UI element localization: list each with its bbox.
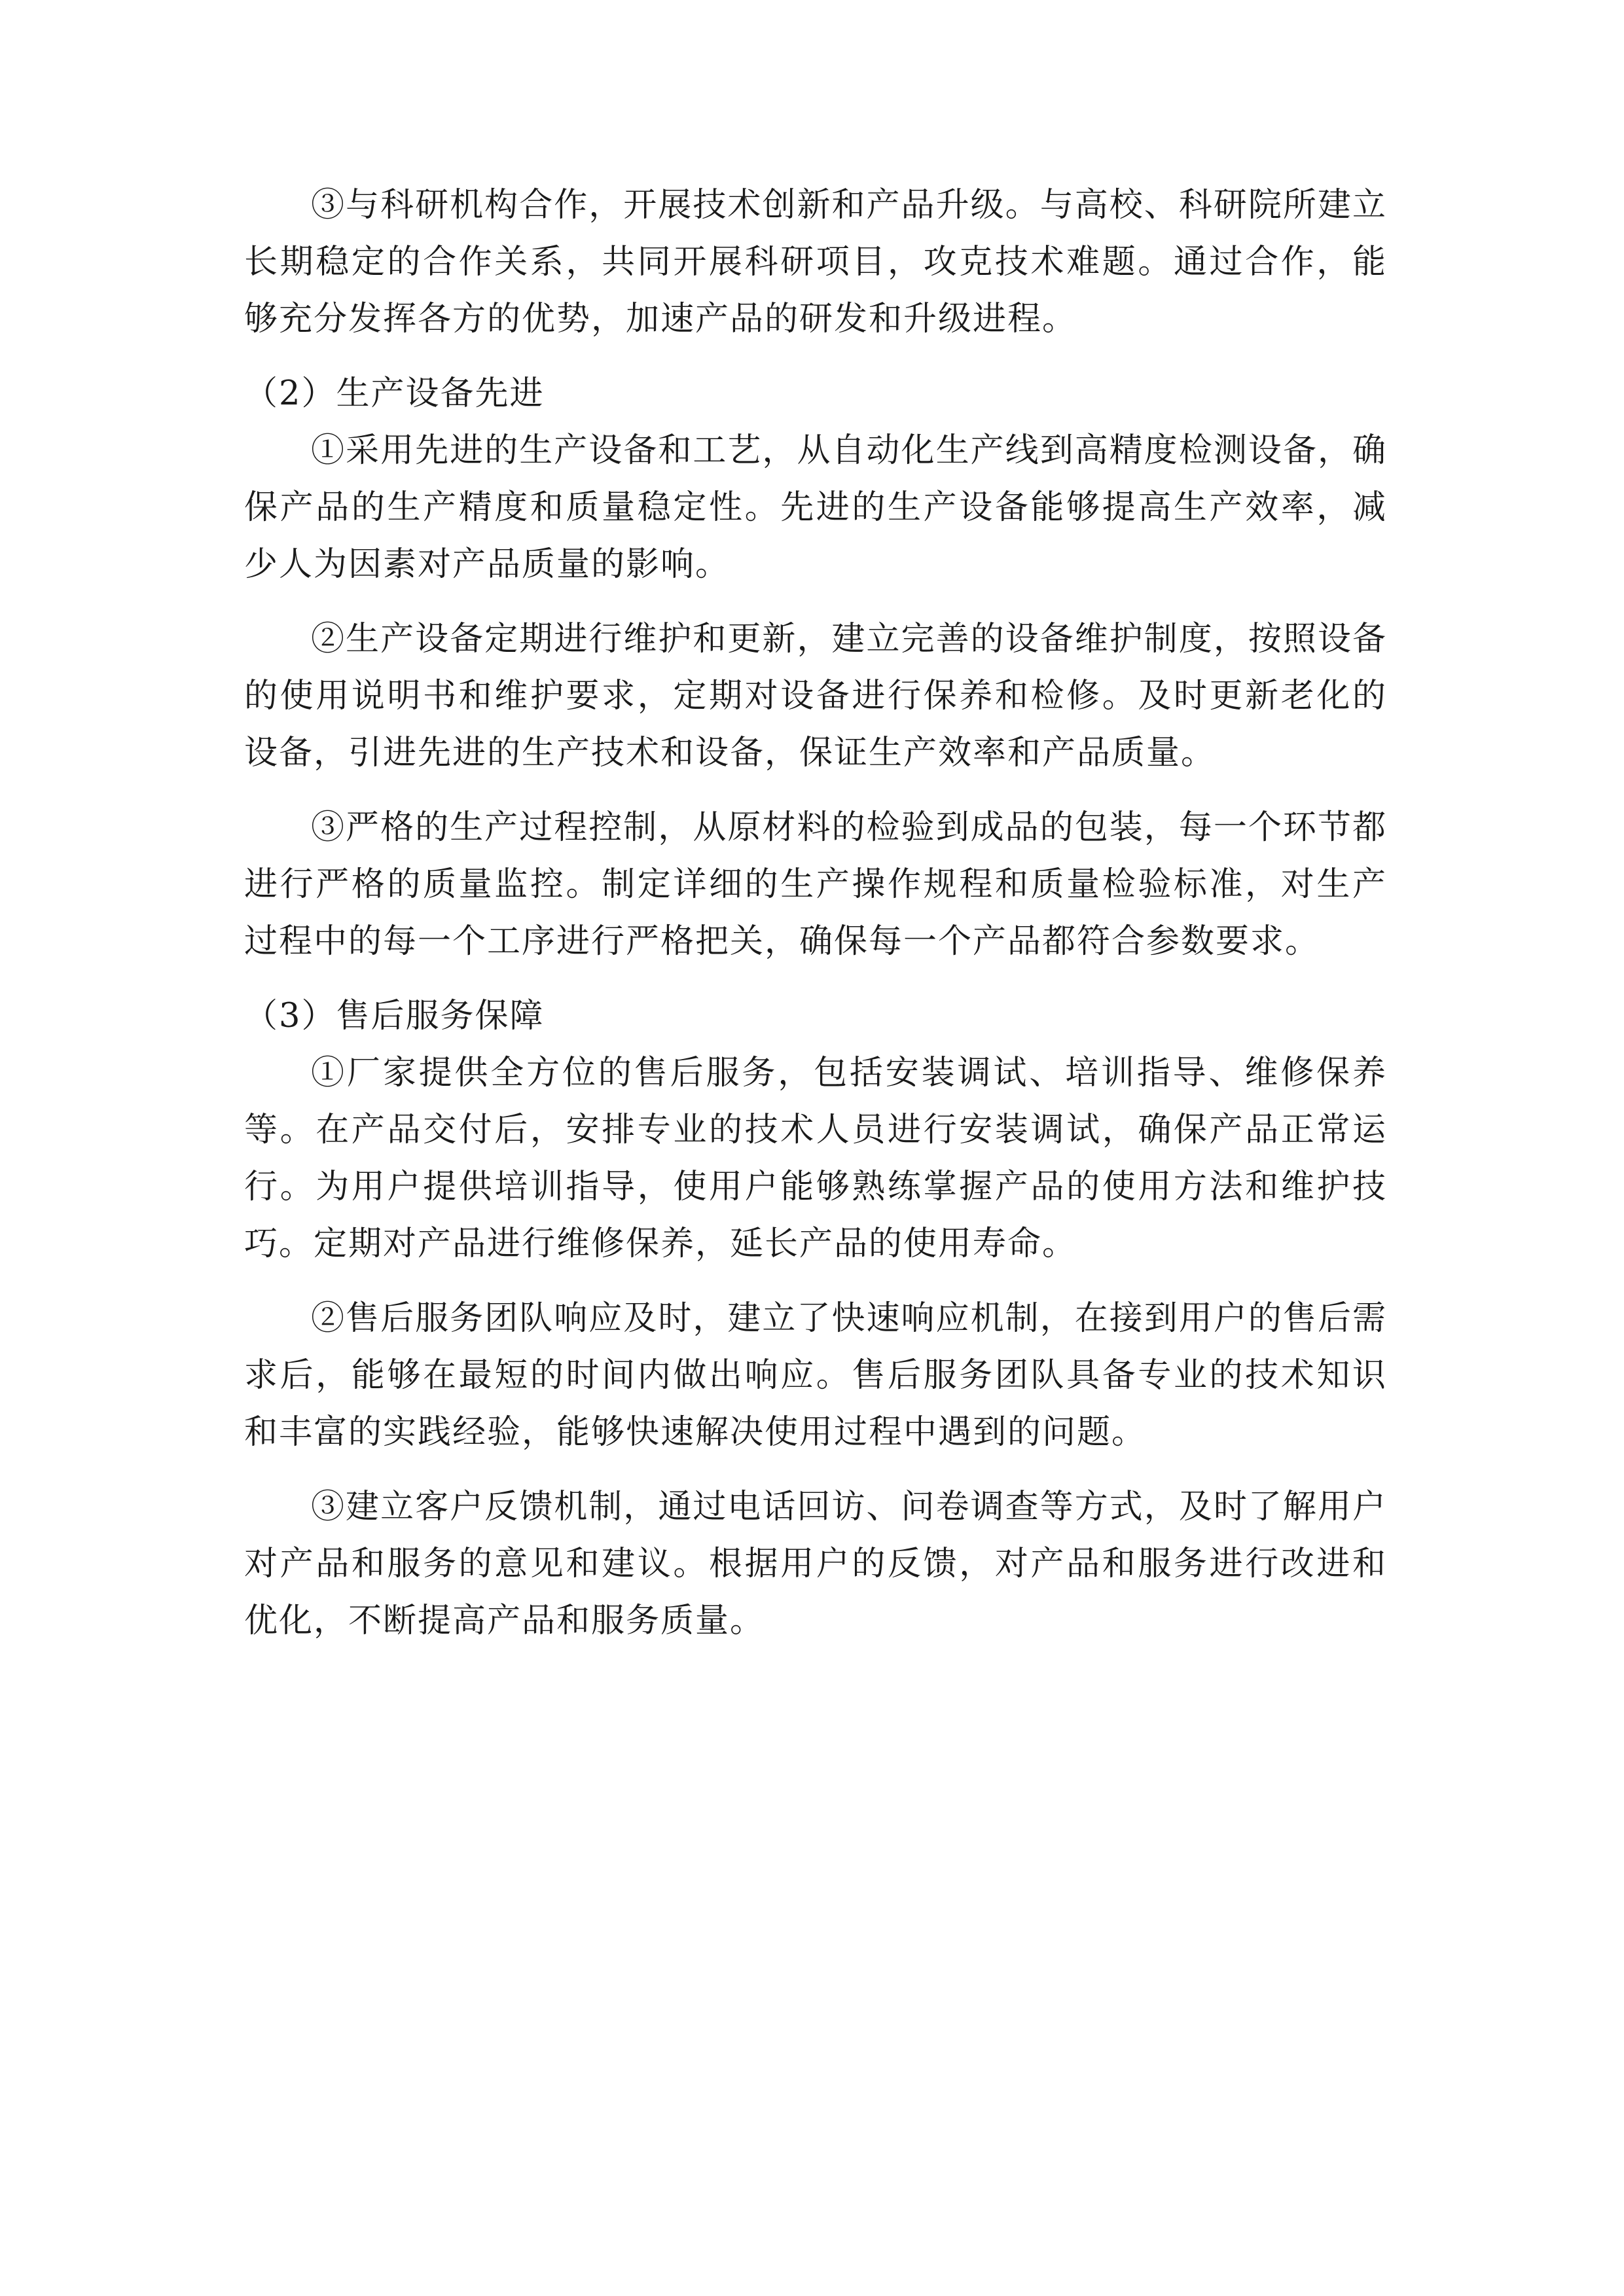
paragraph-advanced-equipment: ①采用先进的生产设备和工艺，从自动化生产线到高精度检测设备，确保产品的生产精度和质量稳定性。先进的生产设备能够提高生产效率，减少人为因素对产品质量的影响。 xyxy=(244,431,1387,584)
paragraph-equipment-maintenance: ②生产设备定期进行维护和更新，建立完善的设备维护制度，按照设备的使用说明书和维护要求，定期对设备进行保养和检修。及时更新老化的设备，引进先进的生产技术和设备，保证生产效率和产品质量。 xyxy=(244,620,1387,772)
paragraph-process-control: ③严格的生产过程控制，从原材料的检验到成品的包装，每一个环节都进行严格的质量监控。制定详细的生产操作规程和质量检验标准，对生产过程中的每一个工序进行严格把关，确保每一个产品都符合参数要求。 xyxy=(244,808,1387,961)
paragraph-customer-feedback: ③建立客户反馈机制，通过电话回访、问卷调查等方式，及时了解用户对产品和服务的意见和建议。根据用户的反馈，对产品和服务进行改进和优化，不断提高产品和服务质量。 xyxy=(244,1488,1387,1640)
section-heading-production-equipment: （2）生产设备先进 xyxy=(244,374,545,413)
paragraph-research-cooperation: ③与科研机构合作，开展技术创新和产品升级。与高校、科研院所建立长期稳定的合作关系，共同开展科研项目，攻克技术难题。通过合作，能够充分发挥各方的优势，加速产品的研发和升级进程。 xyxy=(244,186,1387,338)
paragraph-quick-response: ②售后服务团队响应及时，建立了快速响应机制，在接到用户的售后需求后，能够在最短的时间内做出响应。售后服务团队具备专业的技术知识和丰富的实践经验，能够快速解决使用过程中遇到的问题。 xyxy=(244,1299,1387,1452)
paragraph-full-service: ①厂家提供全方位的售后服务，包括安装调试、培训指导、维修保养等。在产品交付后，安排专业的技术人员进行安装调试，确保产品正常运行。为用户提供培训指导，使用户能够熟练掌握产品的使用方法和维护技巧。定期对产品进行维修保养，延长产品的使用寿命。 xyxy=(244,1054,1387,1263)
document-page xyxy=(244,177,1387,1667)
section-heading-after-sales: （3）售后服务保障 xyxy=(244,997,545,1035)
